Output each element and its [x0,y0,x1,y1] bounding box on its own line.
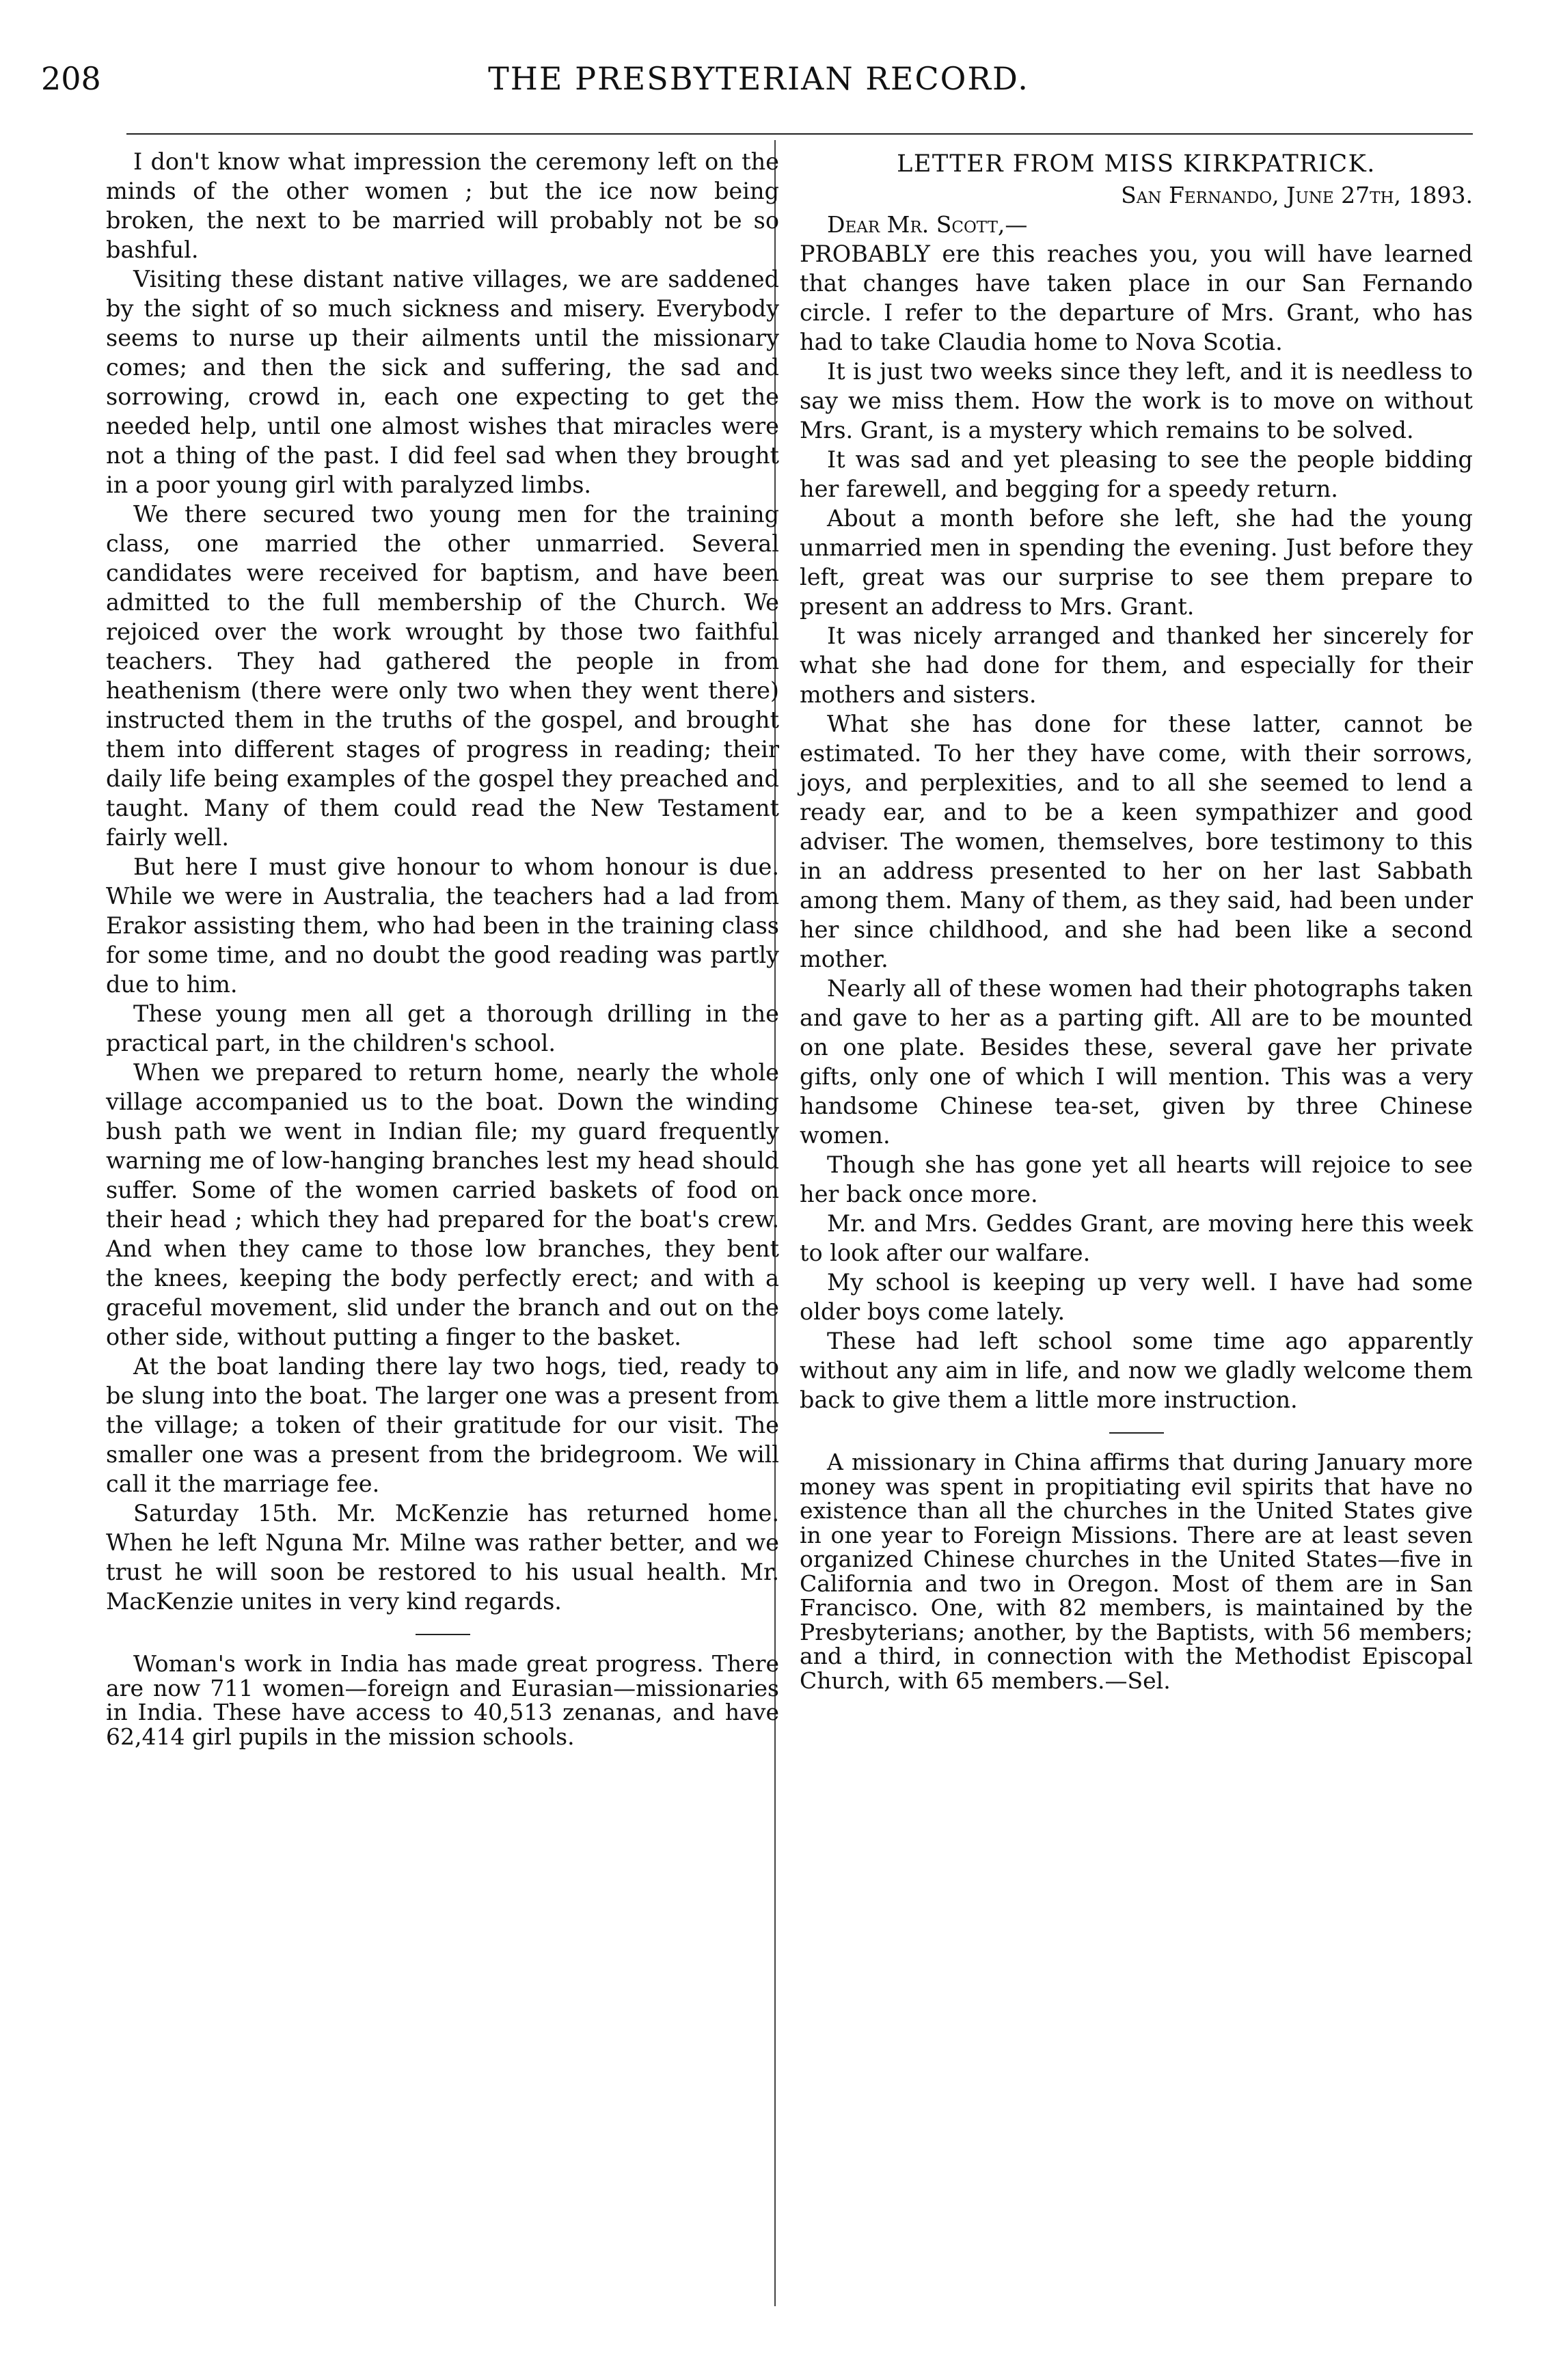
right-paragraph: My school is keeping up very well. I have had some older boys come lately. [800,1269,1473,1325]
right-paragraph: It was sad and yet pleasing to see the people bidding her farewell, and begging for a speedy return. [800,446,1473,502]
running-title: THE PRESBYTERIAN RECORD. [488,60,1029,97]
left-paragraph: These young men all get a thorough drilling in the practical part, in the children's school. [106,1000,779,1056]
left-paragraph: But here I must give honour to whom honour is due. While we were in Australia, the teachers had a lad from Erakor assisting them, who had been in the training class for some time, and no doubt the good reading was partly due to him. [106,853,779,998]
left-footnote: Woman's work in India has made great progress. There are now 711 women—foreign and Eurasian—missionaries in India. These have access to 40,513 zenanas, and have 62,414 girl pupils in the mission schools. [106,1650,779,1750]
right-paragraph: These had left school some time ago apparently without any aim in life, and now we gladly welcome them back to give them a little more instruction. [800,1328,1473,1413]
left-paragraph: We there secured two young men for the training class, one married the other unmarried. Several candidates were received for baptism, and have been admitted to the full membership of the Church. We rejoiced over the work wrought by those two faithful teachers. They had gathered the people in from heathenism (there were only two when they went there) instructed them in the truths of the gospel, and brought them into different stages of progress in reading; their daily life being examples of the gospel they preached and taught. Many of them could read the New Testament fairly well. [106,501,779,851]
left-paragraph: Saturday 15th. Mr. McKenzie has returned home. When he left Nguna Mr. Milne was rather better, and we trust he will soon be restored to his usual health. Mr. MacKenzie unites in very kind regards. [106,1500,779,1615]
right-paragraph: Though she has gone yet all hearts will rejoice to see her back once more. [800,1151,1473,1207]
right-paragraph: It is just two weeks since they left, and it is needless to say we miss them. How the work is to move on without Mrs. Grant, is a mystery which remains to be solved. [800,358,1473,443]
section-rule [1109,1432,1164,1434]
page-number: 208 [41,60,101,97]
left-paragraph: I don't know what impression the ceremony left on the minds of the other women ; but the ice now being broken, the next to be married will probably not be so bashful. [106,148,779,263]
right-paragraph: Mr. and Mrs. Geddes Grant, are moving here this week to look after our walfare. [800,1210,1473,1266]
right-paragraph: Nearly all of these women had their photographs taken and gave to her as a parting gift. All are to be mounted on one plate. Besides these, several gave her private gifts, only one of which I will mention. This was a very handsome Chinese tea-set, given by three Chinese women. [800,975,1473,1149]
salutation: Dear Mr. Scott,— [827,211,1028,238]
left-paragraph: At the boat landing there lay two hogs, tied, ready to be slung into the boat. The larger one was a present from the village; a token of their gratitude for our visit. The smaller one was a present from the bridegroom. We will call it the marriage fee. [106,1353,779,1497]
right-paragraph: What she has done for these latter, cannot be estimated. To her they have come, with their sorrows, joys, and perplexities, and to all she seemed to lend a ready ear, and to be a keen sympathizer and good adviser. The women, themselves, bore testimony to this in an address presented to her on her last Sabbath among them. Many of them, as they said, had been under her since childhood, and she had been like a second mother. [800,711,1473,972]
right-paragraph: It was nicely arranged and thanked her sincerely for what she had done for them, and especially for their mothers and sisters. [800,623,1473,708]
letter-title: LETTER FROM MISS KIRKPATRICK. [897,150,1376,178]
section-rule [416,1634,470,1635]
header-rule [126,133,1473,135]
letter-first-paragraph: PROBABLY ere this reaches you, you will have learned that changes have taken place in our San Fernando circle. I refer to the departure of Mrs. Grant, who has had to take Claudia home to Nova Scotia. [800,241,1473,355]
dateline: San Fernando, June 27th, 1893. [1121,182,1473,208]
right-footnote: A missionary in China affirms that during January more money was spent in propitiating evil spirits that have no existence than all the churches in the United States give in one year to Foreign Missions. There are at least seven organized Chinese churches in the United States—five in California and two in Oregon. Most of them are in San Francisco. One, with 82 members, is maintained by the Presbyterians; another, by the Baptists, with 56 members; and a third, in connection with the Methodist Episcopal Church, with 65 members.—Sel. [800,1449,1473,1694]
left-paragraph: When we prepared to return home, nearly the whole village accompanied us to the boat. Down the winding bush path we went in Indian file; my guard frequently warning me of low-hanging branches lest my head should suffer. Some of the women carried baskets of food on their head ; which they had prepared for the boat's crew. And when they came to those low branches, they bent the knees, keeping the body perfectly erect; and with a graceful movement, slid under the branch and out on the other side, without putting a finger to the basket. [106,1059,779,1350]
right-column [800,147,1473,1693]
left-column [106,147,779,1749]
right-paragraph: About a month before she left, she had the young unmarried men in spending the evening. Just before they left, great was our surprise to see them prepare to present an address to Mrs. Grant. [800,505,1473,620]
left-paragraph: Visiting these distant native villages, we are saddened by the sight of so much sickness and misery. Everybody seems to nurse up their ailments until the missionary comes; and then the sick and suffering, the sad and sorrowing, crowd in, each one expecting to get the needed help, until one almost wishes that miracles were not a thing of the past. I did feel sad when they brought in a poor young girl with paralyzed limbs. [106,266,779,498]
page-header [41,60,1476,108]
